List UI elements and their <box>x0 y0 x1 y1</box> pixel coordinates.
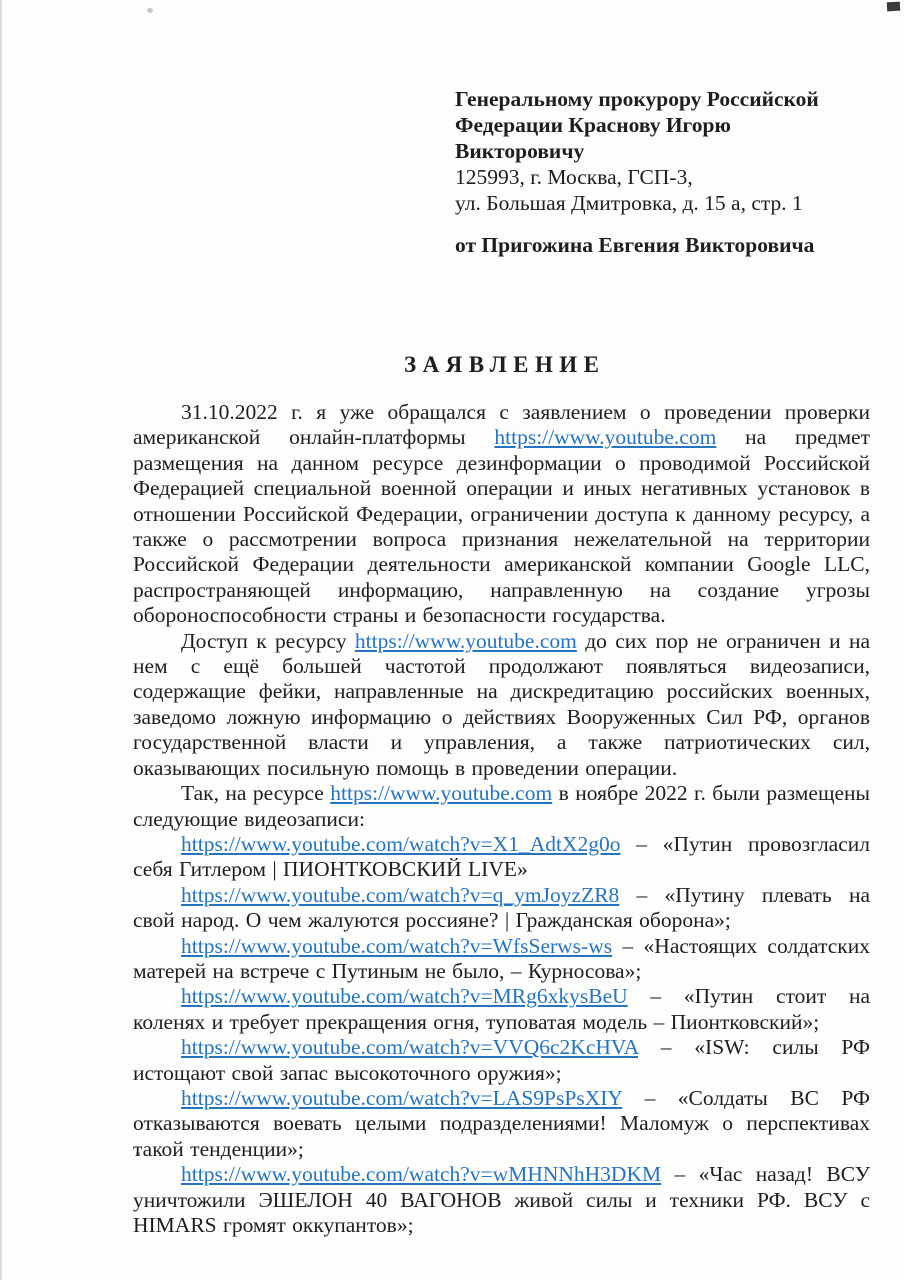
youtube-link[interactable]: https://www.youtube.com/watch?v=q_ymJoyzZR8 <box>181 882 620 907</box>
addressee-block <box>455 86 895 216</box>
paragraph-text: – «Путину плевать на свой народ. О чем жалуются россияне? | Гражданская оборона»; <box>133 882 870 933</box>
paragraph <box>133 400 870 629</box>
paragraph-text: до сих пор не ограничен и на нем с ещё большей частотой продолжают появляться видеозаписи, содержащие фейки, направленные на дискредитацию российских военных, заведомо ложную информацию о действиях Вооруженных Сил РФ, органов государственной власти и управления, а также патриотических сил, оказывающих посильную помощь в проведении операции. <box>133 628 870 780</box>
video-list-item <box>133 984 870 1035</box>
paragraph-text: – «Час назад! ВСУ уничтожили ЭШЕЛОН 40 ВАГОНОВ живой силы и техники РФ. ВСУ с HIMARS громят оккупантов»; <box>133 1162 870 1237</box>
video-list-item <box>133 1086 870 1162</box>
scan-edge-artifact <box>0 0 3 1280</box>
youtube-link[interactable]: https://www.youtube.com/watch?v=LAS9PsPsXIY <box>181 1085 623 1110</box>
youtube-link[interactable]: https://www.youtube.com/watch?v=VVQ6c2KcHVA <box>181 1035 638 1060</box>
youtube-link[interactable]: https://www.youtube.com <box>354 628 577 653</box>
youtube-link[interactable]: https://www.youtube.com/watch?v=WfsSerws-ws <box>181 933 613 958</box>
paragraph-text: – «Солдаты ВС РФ отказываются воевать целыми подразделениями! Маломуж о перспективах такой тенденции»; <box>133 1085 870 1161</box>
document-title: ЗАЯВЛЕНИЕ <box>404 352 606 377</box>
paragraph <box>133 781 870 832</box>
video-list-item <box>133 934 870 985</box>
addressee-line: 125993, г. Москва, ГСП-3, <box>455 165 693 189</box>
addressee-line: ул. Большая Дмитровка, д. 15 а, стр. 1 <box>455 191 803 215</box>
paragraph-text: – «ISW: силы РФ истощают свой запас высокоточного оружия»; <box>133 1035 870 1085</box>
paragraph <box>133 629 870 781</box>
video-list-item <box>133 1162 870 1238</box>
paragraph-text: – «Путин провозгласил себя Гитлером | ПИОНТКОВСКИЙ LIVE» <box>133 831 870 882</box>
paragraph-text: Так, на ресурсе <box>181 781 331 806</box>
video-list-item <box>133 832 870 883</box>
document-body <box>133 400 870 1238</box>
video-list-item <box>133 1035 870 1086</box>
youtube-link[interactable]: https://www.youtube.com/watch?v=X1_AdtX2g0o <box>181 831 621 856</box>
youtube-link[interactable]: https://www.youtube.com <box>330 781 553 806</box>
sender-line: от Пригожина Евгения Викторовича <box>455 233 815 257</box>
paragraph-text: – «Настоящих солдатских матерей на встрече с Путиным не было, – Курносова»; <box>133 933 870 983</box>
youtube-link[interactable]: https://www.youtube.com/watch?v=wMHNNhH3DKM <box>181 1162 662 1187</box>
scan-corner-mark <box>887 2 900 12</box>
paragraph-text: Доступ к ресурсу <box>181 628 355 653</box>
paragraph-text: на предмет размещения на данном ресурсе дезинформации о проводимой Российской Федерацией специальной военной операции и иных негативных установок в отношении Российской Федерации, ограничении доступа к данному ресурсу, а также о рассмотрении вопроса признания нежелательной на территории Российской Федерации деятельности американской компании Google LLC, распространяющей информацию, направленную на создание угрозы обороноспособности страны и безопасности государства. <box>133 425 870 628</box>
video-list-item <box>133 883 870 934</box>
paragraph-text: 31.10.2022 г. я уже обращался с заявлением о проведении проверки американской онлайн-платформы <box>133 400 870 450</box>
youtube-link[interactable]: https://www.youtube.com/watch?v=MRg6xkysBeU <box>181 984 628 1009</box>
addressee-line: Викторовичу <box>455 139 585 163</box>
paragraph-text: в ноябре 2022 г. были размещены следующие видеозаписи: <box>133 781 870 831</box>
paragraph-text: – «Путин стоит на коленях и требует прекращения огня, туповатая модель – Пионтковский»; <box>133 984 870 1034</box>
addressee-line: Генеральному прокурору Российской <box>455 87 819 111</box>
addressee-line: Федерации Краснову Игорю <box>455 113 731 137</box>
youtube-link[interactable]: https://www.youtube.com <box>494 425 717 450</box>
scan-speck <box>147 8 153 13</box>
